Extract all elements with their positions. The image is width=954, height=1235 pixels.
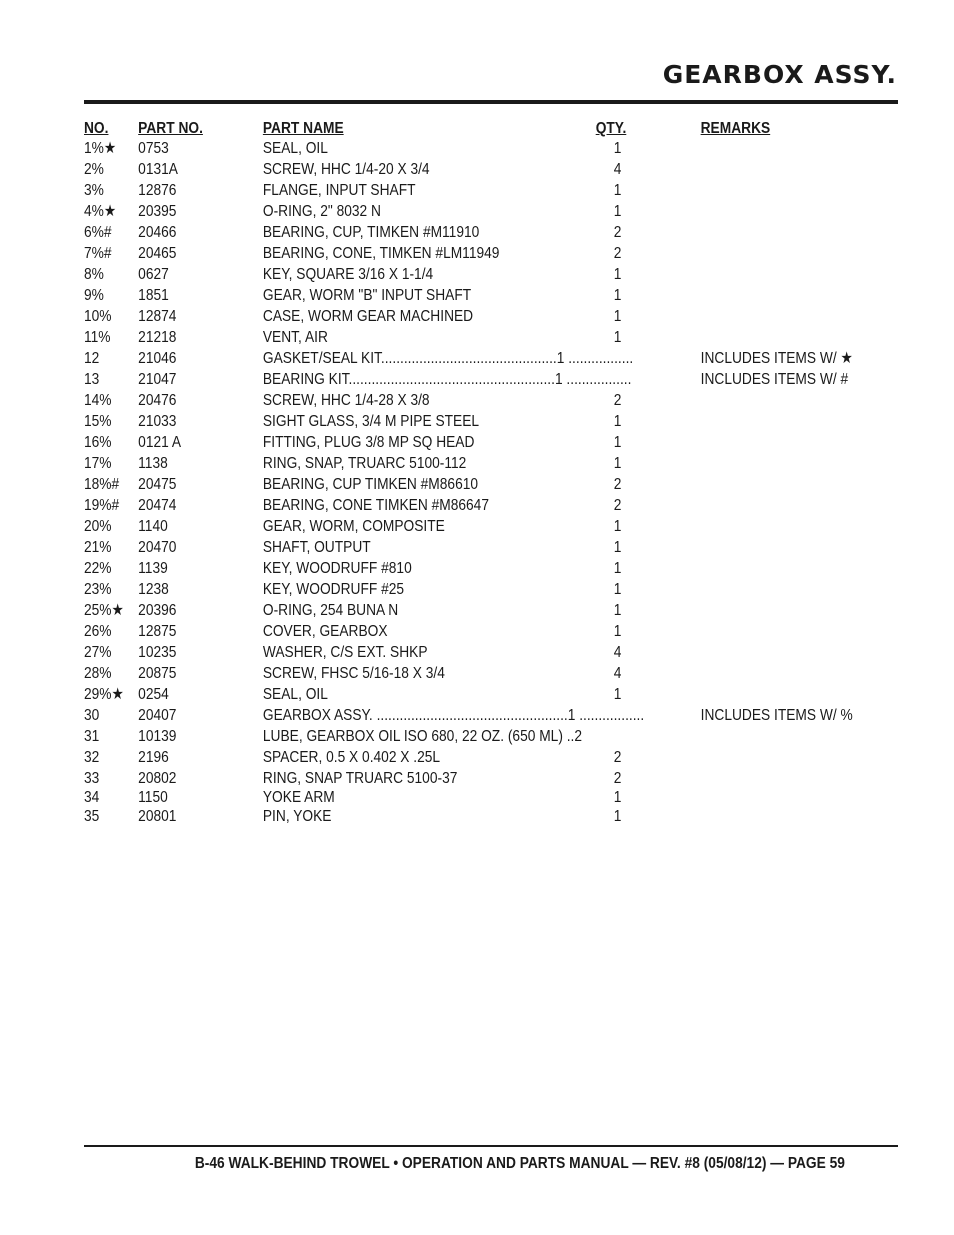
item-no: 6%#	[84, 224, 112, 241]
item-no: 19%#	[84, 497, 120, 514]
item-no: 18%#	[84, 476, 120, 493]
part-no: 12876	[138, 182, 177, 199]
part-name: FLANGE, INPUT SHAFT	[262, 182, 416, 199]
table-row	[84, 642, 784, 663]
item-no: 13	[84, 371, 100, 388]
part-no: 0131A	[138, 161, 178, 178]
table-row	[84, 306, 784, 327]
item-no: 27%	[84, 644, 112, 661]
item-no: 26%	[84, 623, 112, 640]
table-row	[84, 787, 784, 806]
part-no: 1138	[138, 455, 168, 472]
part-no: 0121 A	[138, 434, 182, 451]
qty: 2	[613, 749, 622, 766]
part-no: 0254	[138, 686, 169, 703]
part-name: COVER, GEARBOX	[262, 623, 388, 640]
part-name: SEAL, OIL	[262, 686, 328, 703]
table-row	[84, 348, 853, 369]
table-row	[84, 684, 784, 705]
part-no: 21046	[138, 350, 177, 367]
item-no: 12	[84, 350, 100, 367]
remarks: INCLUDES ITEMS W/ %	[700, 707, 853, 724]
table-row	[84, 726, 784, 747]
part-name: O-RING, 2" 8032 N	[262, 203, 381, 220]
qty: 1	[613, 560, 622, 577]
item-no: 1%★	[84, 140, 117, 157]
part-no: 20470	[138, 539, 177, 556]
part-no: 20395	[138, 203, 177, 220]
item-no: 17%	[84, 455, 112, 472]
part-name: SEAL, OIL	[262, 140, 328, 157]
part-no: 20801	[138, 808, 177, 825]
part-name: BEARING, CUP TIMKEN #M86610	[262, 476, 479, 493]
part-no: 1139	[138, 560, 168, 577]
qty: 1	[613, 182, 622, 199]
part-name: KEY, SQUARE 3/16 X 1-1/4	[262, 266, 434, 283]
qty: 1	[613, 266, 622, 283]
item-no: 7%#	[84, 245, 112, 262]
item-no: 9%	[84, 287, 104, 304]
part-no: 2196	[138, 749, 169, 766]
item-no: 35	[84, 808, 100, 825]
part-name: SPACER, 0.5 X 0.402 X .25L	[262, 749, 441, 766]
item-no: 32	[84, 749, 100, 766]
part-name: GEAR, WORM "B" INPUT SHAFT	[262, 287, 472, 304]
part-name: SHAFT, OUTPUT	[262, 539, 371, 556]
part-no: 20407	[138, 707, 177, 724]
part-name: PIN, YOKE	[262, 808, 332, 825]
qty: 1	[613, 203, 622, 220]
qty: 1	[613, 539, 622, 556]
part-name: GASKET/SEAL KIT..............................................1 .................	[262, 350, 634, 367]
part-no: 20396	[138, 602, 177, 619]
table-row	[84, 411, 784, 432]
table-row	[84, 495, 784, 516]
remarks: INCLUDES ITEMS W/ ★	[700, 350, 853, 367]
part-name: CASE, WORM GEAR MACHINED	[262, 308, 474, 325]
part-no: 12875	[138, 623, 177, 640]
part-name: YOKE ARM	[262, 789, 335, 806]
table-row	[84, 453, 784, 474]
part-no: 1851	[138, 287, 169, 304]
qty: 4	[613, 644, 622, 661]
part-name: BEARING, CUP, TIMKEN #M11910	[262, 224, 480, 241]
item-no: 29%★	[84, 686, 124, 703]
qty: 1	[613, 581, 622, 598]
item-no: 34	[84, 789, 100, 806]
item-no: 28%	[84, 665, 112, 682]
table-row	[84, 390, 784, 411]
table-row	[84, 663, 784, 684]
table-row	[84, 264, 784, 285]
part-name: GEARBOX ASSY. ..................................................1 .................	[262, 707, 645, 724]
part-name: RING, SNAP, TRUARC 5100-112	[262, 455, 467, 472]
part-no: 20474	[138, 497, 177, 514]
item-no: 3%	[84, 182, 104, 199]
item-no: 16%	[84, 434, 112, 451]
qty: 2	[613, 476, 622, 493]
table-row	[84, 621, 784, 642]
item-no: 25%★	[84, 602, 124, 619]
table-row	[84, 222, 784, 243]
table-row	[84, 243, 784, 264]
header-no: NO.	[84, 120, 109, 137]
item-no: 11%	[84, 329, 111, 346]
table-row	[84, 768, 784, 787]
qty: 1	[613, 623, 622, 640]
table-row	[84, 537, 784, 558]
part-name: SCREW, HHC 1/4-20 X 3/4	[262, 161, 430, 178]
item-no: 33	[84, 770, 100, 787]
table-row	[84, 806, 784, 827]
part-name: RING, SNAP TRUARC 5100-37	[262, 770, 458, 787]
qty: 1	[613, 308, 622, 325]
part-name: WASHER, C/S EXT. SHKP	[262, 644, 428, 661]
qty: 1	[613, 287, 622, 304]
part-no: 10139	[138, 728, 177, 745]
part-no: 20875	[138, 665, 177, 682]
part-name: SCREW, FHSC 5/16-18 X 3/4	[262, 665, 445, 682]
part-no: 0753	[138, 140, 169, 157]
qty: 1	[613, 140, 622, 157]
part-name: LUBE, GEARBOX OIL ISO 680, 22 OZ. (650 ML) ..2	[262, 728, 583, 745]
table-row	[84, 474, 784, 495]
parts-table	[84, 118, 853, 827]
table-row	[84, 705, 853, 726]
item-no: 23%	[84, 581, 112, 598]
item-no: 2%	[84, 161, 104, 178]
qty: 2	[613, 245, 622, 262]
part-no: 1238	[138, 581, 169, 598]
table-row	[84, 369, 849, 390]
qty: 1	[613, 413, 622, 430]
part-name: KEY, WOODRUFF #25	[262, 581, 405, 598]
item-no: 31	[84, 728, 100, 745]
page-footer: B-46 WALK-BEHIND TROWEL • OPERATION AND PARTS MANUAL — REV. #8 (05/08/12) — PAGE 59	[194, 1155, 845, 1172]
qty: 1	[613, 518, 622, 535]
part-no: 12874	[138, 308, 177, 325]
qty: 2	[613, 497, 622, 514]
part-no: 21047	[138, 371, 177, 388]
item-no: 20%	[84, 518, 112, 535]
item-no: 15%	[84, 413, 112, 430]
header-part-no: PART NO.	[138, 120, 203, 137]
item-no: 22%	[84, 560, 112, 577]
part-name: BEARING KIT......................................................1 .................	[262, 371, 632, 388]
part-name: BEARING, CONE, TIMKEN #LM11949	[262, 245, 500, 262]
qty: 2	[613, 392, 622, 409]
part-no: 1140	[138, 518, 168, 535]
header-remarks: REMARKS	[700, 120, 771, 137]
qty: 1	[613, 329, 622, 346]
part-name: FITTING, PLUG 3/8 MP SQ HEAD	[262, 434, 475, 451]
part-no: 20475	[138, 476, 177, 493]
qty: 4	[613, 161, 622, 178]
table-row	[84, 138, 784, 159]
item-no: 8%	[84, 266, 104, 283]
part-name: KEY, WOODRUFF #810	[262, 560, 412, 577]
part-no: 20466	[138, 224, 177, 241]
item-no: 30	[84, 707, 100, 724]
part-name: SCREW, HHC 1/4-28 X 3/8	[262, 392, 430, 409]
item-no: 21%	[84, 539, 112, 556]
header-part-name: PART NAME	[262, 120, 344, 137]
part-no: 20476	[138, 392, 177, 409]
table-row	[84, 516, 784, 537]
table-row	[84, 327, 784, 348]
table-header	[84, 118, 784, 138]
remarks: INCLUDES ITEMS W/ #	[700, 371, 849, 388]
table-row	[84, 747, 784, 768]
qty: 4	[613, 665, 622, 682]
part-name: BEARING, CONE TIMKEN #M86647	[262, 497, 489, 514]
qty: 1	[613, 602, 622, 619]
header-qty: QTY.	[595, 120, 627, 137]
item-no: 14%	[84, 392, 112, 409]
table-row	[84, 159, 784, 180]
table-row	[84, 579, 784, 600]
item-no: 10%	[84, 308, 112, 325]
part-no: 20802	[138, 770, 177, 787]
qty: 1	[613, 686, 622, 703]
part-name: GEAR, WORM, COMPOSITE	[262, 518, 445, 535]
table-row	[84, 180, 784, 201]
qty: 2	[613, 224, 622, 241]
qty: 1	[613, 455, 622, 472]
table-row	[84, 285, 784, 306]
table-row	[84, 201, 784, 222]
part-no: 10235	[138, 644, 177, 661]
part-no: 21033	[138, 413, 177, 430]
item-no: 4%★	[84, 203, 117, 220]
title-rule	[84, 100, 898, 104]
qty: 2	[613, 770, 622, 787]
part-name: O-RING, 254 BUNA N	[262, 602, 399, 619]
table-row	[84, 558, 784, 579]
part-no: 0627	[138, 266, 169, 283]
table-row	[84, 600, 784, 621]
qty: 1	[613, 434, 622, 451]
part-no: 21218	[138, 329, 177, 346]
qty: 1	[613, 808, 622, 825]
table-row	[84, 432, 784, 453]
qty: 1	[613, 789, 622, 806]
part-name: VENT, AIR	[262, 329, 328, 346]
page-title: GEARBOX ASSY.	[662, 60, 897, 89]
part-no: 1150	[138, 789, 168, 806]
part-name: SIGHT GLASS, 3/4 M PIPE STEEL	[262, 413, 480, 430]
footer-rule	[84, 1145, 898, 1147]
part-no: 20465	[138, 245, 177, 262]
